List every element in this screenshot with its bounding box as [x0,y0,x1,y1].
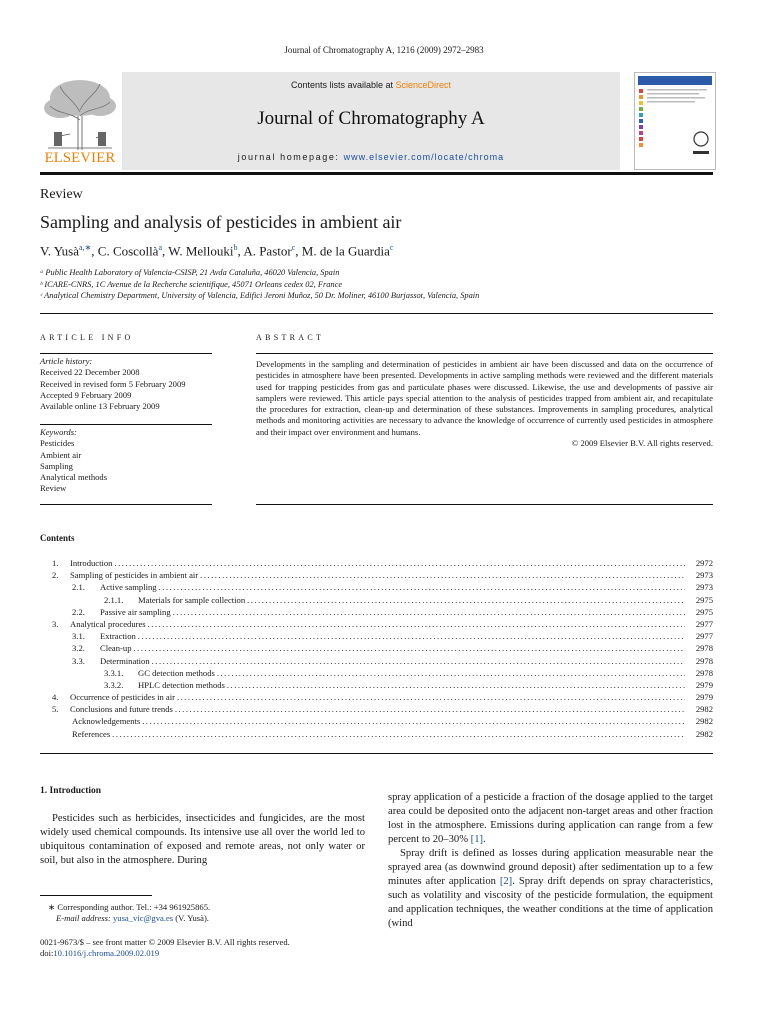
toc-title: Occurrence of pesticides in air [70,692,175,703]
history-item: Available online 13 February 2009 [40,401,160,412]
author-name: , M. de la Guardia [295,243,390,259]
copyright: © 2009 Elsevier B.V. All rights reserved. [571,438,713,449]
keyword: Pesticides [40,438,75,449]
toc-title: Passive air sampling [100,606,171,617]
toc-title-wrap [72,729,685,739]
toc-title: Extraction [100,631,136,642]
divider [40,504,212,505]
email-line [48,913,210,924]
toc-page: 2973 [695,582,713,593]
toc-number: 2.2. [72,606,85,617]
toc-title: Analytical procedures [70,618,146,629]
toc-number: 3.2. [72,643,85,654]
toc-title: Sampling of pesticides in ambient air [70,570,199,581]
author-name: , A. Pastor [237,243,292,259]
toc-leader [177,692,685,702]
citation-link[interactable]: [2] [499,876,513,887]
author-name: , C. Coscollà [91,243,159,259]
divider [256,504,713,505]
header-rule [40,172,713,175]
keywords [40,427,107,495]
toc-number: 4. [52,692,59,703]
toc-title-wrap [100,656,685,666]
homepage-link[interactable]: www.elsevier.com/locate/chroma [343,152,505,162]
history-item: Accepted 9 February 2009 [40,389,132,400]
doi-link[interactable]: 10.1016/j.chroma.2009.02.019 [53,948,160,958]
toc-title: Clean-up [100,643,132,654]
toc-title-wrap [100,607,685,617]
toc-title: Conclusions and future trends [70,704,173,715]
affiliation: ᶜ Analytical Chemistry Department, University of Valencia, Edifici Jeroni Muñoz, 50 Dr. Moliner, 46100 Burjassot, Valencia, Spain [40,291,480,300]
author-name: V. Yusà [40,243,80,259]
toc-page: 2975 [695,606,713,617]
toc-number: 3.3.2. [104,679,124,690]
toc-entry[interactable] [40,570,713,582]
author-affil-mark[interactable]: c [389,243,394,252]
toc-page: 2979 [695,692,713,703]
email-suffix: (V. Yusà). [173,913,209,923]
toc-entry[interactable] [40,704,713,716]
toc-title-wrap [70,619,685,629]
divider [40,313,713,314]
divider [256,353,713,354]
paragraph [388,847,713,931]
issn-block [40,937,290,959]
toc-title-wrap [138,668,685,678]
toc-leader [148,619,685,629]
toc-page: 2975 [695,594,713,605]
paragraph: Pesticides such as herbicides, insecticides and fungicides, are the most widely used chemical compounds. Its intensive use all over the world led to ubiquitous contamination of exposed and remote areas, not only water or soil, but also in the atmosphere. During [40,813,365,866]
author-name: , W. Mellouki [162,243,234,259]
toc-entry[interactable] [40,558,713,570]
article-history [40,356,186,412]
toc-page: 2978 [695,655,713,666]
toc-entry[interactable] [40,692,713,704]
toc-page: 2978 [695,667,713,678]
toc-page: 2977 [695,631,713,642]
toc-title: Determination [100,655,150,666]
author-affil-mark[interactable]: b [233,243,238,252]
toc-entry[interactable] [40,680,713,692]
journal-homepage [122,152,620,162]
toc-number: 1. [52,558,59,568]
keyword: Review [40,483,67,494]
toc-page: 2972 [695,558,713,568]
toc-title-wrap [138,680,685,690]
toc-leader [152,656,685,666]
toc-title: Acknowledgements [72,716,141,727]
abstract-body [256,359,713,449]
toc-number: 2.1.1. [104,594,124,605]
toc-number: 3.3. [72,655,85,666]
toc-title: Introduction [70,558,113,568]
toc-leader [142,716,685,726]
toc-entry[interactable] [40,582,713,594]
toc-title-wrap [100,643,685,653]
contents-prefix: Contents lists available at [290,80,396,90]
journal-title: Journal of Chromatography A [257,108,485,129]
sciencedirect-link[interactable]: ScienceDirect [395,80,452,90]
toc-leader [217,668,685,678]
divider [40,753,713,754]
footnote [48,902,210,924]
affiliation: ᵃ Public Health Laboratory of Valencia-CSISP, 21 Avda Cataluña, 46020 Valencia, Spain [40,268,340,277]
journal-reference: Journal of Chromatography A, 1216 (2009) 2972–2983 [284,45,484,55]
history-item: Received 22 December 2008 [40,367,140,378]
keyword: Analytical methods [40,472,108,483]
paragraph-text: spray application of a pesticide a fraction of the dosage applied to the target area could be deposited onto the adjacent non-target areas and other fraction lost in the atmosphere. Emissions during application can range from a few percent to 20–30% [388,792,713,845]
citation-link[interactable]: [1] [470,834,484,845]
elsevier-wordmark: ELSEVIER [44,150,116,166]
toc-leader [138,631,685,641]
history-item: Received in revised form 5 February 2009 [40,378,186,389]
toc-number: 2. [52,570,59,581]
toc-title: Materials for sample collection [138,594,246,605]
toc-entry[interactable] [40,656,713,668]
toc-entry[interactable] [40,716,713,728]
toc-leader [247,595,685,605]
toc-title: HPLC detection methods [138,679,225,690]
toc-title-wrap [70,704,685,714]
toc-title-wrap [70,570,685,580]
journal-cover-icon [634,72,716,170]
toc-entry[interactable] [40,643,713,655]
email-label: E-mail address: [56,913,113,923]
toc-title: Active sampling [100,582,157,593]
toc-number: 3.3.1. [104,667,124,678]
section-heading: 1. Introduction [40,786,102,796]
corresponding-author: ∗ Corresponding author. Tel.: +34 961925865. [48,902,211,912]
toc-title-wrap [100,582,685,592]
toc-entry[interactable] [40,729,713,741]
toc-page: 2982 [695,716,713,727]
toc-leader [134,643,685,653]
toc-leader [173,607,685,617]
paragraph: spray application of a pesticide a fraction of the dosage applied to the target area could be deposited onto the adjacent non-target areas and other fraction lost in the atmosphere. Emissions during application can range from a few percent to 20–30% [1]. [388,792,713,845]
toc-title-wrap [100,631,685,641]
author-list [40,243,393,259]
article-info-heading: ARTICLE INFO [40,333,134,342]
contents-available [122,80,620,90]
divider [40,424,212,425]
history-label: Article history: [40,356,93,366]
toc-entry[interactable] [40,619,713,631]
toc-number: 3.1. [72,631,85,642]
toc-number: 2.1. [72,582,85,593]
homepage-prefix: journal homepage: [237,152,344,162]
toc-leader [112,729,685,739]
contents-heading: Contents [40,533,75,543]
toc-title-wrap [72,716,685,726]
abstract-heading: ABSTRACT [256,333,325,342]
toc-title-wrap [138,595,685,605]
author-affil-mark[interactable]: a [158,243,163,252]
abstract-text: Developments in the sampling and determination of pesticides in ambient air have been discussed and data on the occurrence of pesticides in atmosphere have been presented. Developments in active sampling methods were reviewed and the different materials used for trapping pesticides from gas and particulate phases were discussed. Likewise, the use and developments of passive air samplers were reviewed. This article pays special attention to the analysis of pesticides trapped from ambient air, and recapitulate the procedures for extraction, clean-up and determination of these substances. Improvements in sampling procedures, analytical methods and monitoring activities are necessary to advance the knowledge of occurrence of currently used pesticides in atmosphere and their impact over environment and humans. [256,359,713,437]
toc-number: 3. [52,618,59,629]
right-column [388,791,713,931]
toc-leader [200,570,685,580]
author-affil-mark[interactable]: a,∗ [79,243,92,252]
toc-page: 2973 [695,570,713,581]
keyword: Sampling [40,460,73,471]
paragraph-text: . Spray drift depends on spray characteristics, such as volatility and viscosity of the pesticide formulation, the equipment and application techniques, the weather conditions at the time of application (wind [388,876,713,929]
toc-page: 2977 [695,618,713,629]
toc-title: References [72,728,111,739]
affiliation: ᵇ ICARE-CNRS, 1C Avenue de la Recherche scientifique, 45071 Orleans cedex 02, France [40,280,343,289]
left-column [40,812,365,868]
article-title: Sampling and analysis of pesticides in ambient air [40,212,402,232]
author-affil-mark[interactable]: c [291,243,296,252]
keywords-label: Keywords: [40,427,77,437]
toc-title-wrap [70,558,685,568]
toc-page: 2978 [695,643,713,654]
toc-title: GC detection methods [138,667,215,678]
divider [40,353,212,354]
table-of-contents [40,558,713,741]
toc-entry[interactable] [40,668,713,680]
elsevier-tree-logo-icon [40,76,120,152]
doi-label: doi: [40,948,54,958]
toc-leader [114,558,685,568]
doi-line [40,948,290,959]
toc-page: 2982 [695,704,713,715]
section-type: Review [40,187,83,202]
footnote-rule [40,895,152,896]
toc-leader [159,582,685,592]
toc-entry[interactable] [40,631,713,643]
toc-page: 2979 [695,679,713,690]
toc-title-wrap [70,692,685,702]
email-link[interactable]: yusa_vic@gva.es [112,913,174,923]
keyword: Ambient air [40,449,82,460]
issn-line: 0021-9673/$ – see front matter © 2009 Elsevier B.V. All rights reserved. [40,937,290,947]
toc-entry[interactable] [40,595,713,607]
toc-leader [175,704,685,714]
paragraph-text: Spray drift is defined as losses during application measurable near the sprayed area (as downwind ground deposit) after sedimentation up to a few minutes after application [388,848,713,887]
toc-entry[interactable] [40,607,713,619]
toc-number: 5. [52,704,59,715]
toc-page: 2982 [695,728,713,739]
toc-leader [227,680,685,690]
